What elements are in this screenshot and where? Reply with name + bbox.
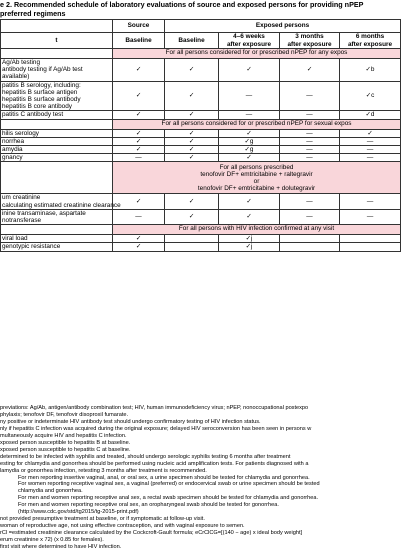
title-line-2: preferred regimens — [0, 8, 66, 18]
check-cell: — — [219, 81, 280, 111]
check-cell: ✓ — [113, 235, 165, 243]
check-cell — [165, 243, 219, 251]
row-label — [1, 209, 113, 224]
row-label-line: hepatitis B core antibody — [2, 103, 72, 111]
section-band-label: For all persons with HIV infection confirmed at any visit — [113, 225, 401, 235]
footnote-line: not provided presumptive treatment at baseline, or if symptomatic at follow-up visit. — [0, 516, 205, 523]
regimen-line: tenofovir DF+ emtricitabine + dolutegravir — [197, 185, 316, 193]
check-cell: — — [280, 129, 340, 137]
check-cell: ✓ — [113, 81, 165, 111]
row-label-line: calculating estimated creatinine clearance — [2, 201, 121, 209]
check-cell: ✓ — [165, 81, 219, 111]
check-cell: — — [280, 146, 340, 154]
row-label-line: viral load — [2, 235, 28, 243]
source-header: Source — [113, 20, 165, 33]
row-label — [1, 154, 113, 162]
footnote-line: nly if hepatitis C infection was acquired during the original exposure; delayed HIV seroconversion has been seen in persons w — [0, 425, 312, 432]
corner-cell — [1, 20, 113, 33]
check-cell: — — [280, 81, 340, 111]
table-row — [1, 146, 401, 154]
footnote-line: first visit where determined to have HIV infection. — [0, 544, 122, 551]
row-label-line: patitis B serology, including: — [2, 81, 81, 89]
regimen-line: or — [253, 177, 260, 185]
footnote-line: (http://www.cdc.gov/std/tg2015/tg-2015-print.pdf) — [18, 509, 139, 516]
row-label — [1, 243, 113, 251]
table-row — [1, 129, 401, 137]
check-cell: — — [280, 209, 340, 224]
footnote-line: For women reporting receptive vaginal sex, a vaginal (preferred) or endocervical swab or urine specimen should be tested — [18, 481, 320, 488]
table-row — [1, 59, 401, 82]
regimen-line: For all persons prescribed — [219, 163, 294, 171]
footnote-line: chlamydia and gonorrhea. — [18, 488, 83, 495]
row-label-line: hepatitis B surface antibody — [2, 96, 81, 104]
check-cell: ✓ — [280, 59, 340, 82]
check-cell: ✓c — [340, 81, 401, 111]
row-label — [1, 111, 113, 119]
table-row — [1, 235, 401, 243]
check-cell: — — [340, 194, 401, 209]
footnote-line: previations: Ag/Ab, antigen/antibody combination test; HIV, human immunodeficiency virus; nPEP, nonoccupational postexpo — [0, 405, 309, 411]
row-label — [1, 146, 113, 154]
footnote-line: For men and women reporting receptive anal sex, a rectal swab specimen should be tested for chlamydia and gonorrhea. — [18, 495, 319, 502]
footnote-line: lamydia or gonorrhea infection, retesting 3 months after treatment is recommended. — [0, 467, 207, 474]
exposed-baseline-header: Baseline — [165, 33, 219, 49]
table-row — [1, 243, 401, 251]
row-label-line: gnancy — [2, 154, 23, 162]
table-row — [1, 194, 401, 209]
row-label — [1, 59, 113, 82]
check-cell: ✓ — [165, 146, 219, 154]
check-cell: ✓j — [219, 235, 280, 243]
section-band-row — [1, 162, 401, 194]
row-label — [1, 235, 113, 243]
months-6-header: 6 months after exposure — [340, 33, 401, 49]
check-cell: ✓ — [113, 111, 165, 119]
table-body — [1, 49, 401, 252]
check-cell: ✓ — [165, 137, 219, 145]
check-cell — [280, 243, 340, 251]
row-label-line: norrhea — [2, 137, 25, 145]
check-cell: ✓ — [165, 209, 219, 224]
footnote-line: For men and women reporting receptive oral sex, an oropharyngeal swab should be tested for gonorrhea. — [18, 502, 279, 509]
row-label-line: hilis serology — [2, 129, 39, 137]
check-cell: — — [113, 154, 165, 162]
check-cell: ✓g — [219, 137, 280, 145]
check-cell: ✓ — [165, 129, 219, 137]
check-cell: — — [280, 154, 340, 162]
section-band-row — [1, 225, 401, 235]
row-label-line: Ag/Ab testing — [2, 59, 41, 66]
check-cell: — — [280, 194, 340, 209]
table-row — [1, 154, 401, 162]
table-row — [1, 81, 401, 111]
footnote-line: xposed person susceptible to hepatitis B at baseline. — [0, 439, 131, 446]
table-row — [1, 137, 401, 145]
band-blank-cell — [1, 49, 113, 59]
band-blank-cell — [1, 162, 113, 194]
row-label — [1, 137, 113, 145]
check-cell: ✓ — [219, 129, 280, 137]
band-blank-cell — [1, 119, 113, 129]
footnote-line: rCl =estimated creatinine clearance calculated by the Cockcroft-Gault formula; eCrClCG=[(140 − age) x ideal body weight] — [0, 530, 303, 537]
check-cell: ✓ — [165, 111, 219, 119]
row-label-line: inine transaminase, aspartate — [2, 209, 86, 217]
check-cell: ✓ — [113, 194, 165, 209]
check-cell: ✓ — [219, 59, 280, 82]
check-cell: ✓ — [113, 129, 165, 137]
check-cell: ✓ — [165, 154, 219, 162]
check-cell: ✓ — [340, 129, 401, 137]
row-label-line: antibody testing if Ag/Ab test — [2, 66, 83, 74]
footnote-line: esting for chlamydia and gonorrhea should be performed using nucleic acid amplification tests. For patients diagnosed with a — [0, 460, 309, 467]
source-baseline-header: Baseline — [113, 33, 165, 49]
row-label — [1, 129, 113, 137]
table-row — [1, 209, 401, 224]
check-cell — [280, 235, 340, 243]
row-label-line: hepatitis B surface antigen — [2, 88, 78, 96]
footnote-line: For men reporting insertive vaginal, anal, or oral sex, a urine specimen should be tested for chlamydia and gonorrhea. — [18, 474, 310, 481]
check-cell: — — [340, 209, 401, 224]
check-cell: ✓d — [340, 111, 401, 119]
exposed-persons-header: Exposed persons — [165, 20, 401, 33]
row-label-line: notransferase — [2, 217, 42, 225]
check-cell: ✓ — [113, 146, 165, 154]
check-cell: — — [219, 111, 280, 119]
table-title — [0, 1, 400, 18]
check-cell: — — [280, 137, 340, 145]
check-cell: ✓ — [165, 59, 219, 82]
months-3-header: 3 months after exposure — [280, 33, 340, 49]
section-band-row — [1, 119, 401, 129]
row-label-line: patitis C antibody test — [2, 111, 64, 119]
footnote-line: ny positive or indeterminate HIV antibody test should undergo confirmatory testing of HIV infection status. — [0, 418, 261, 425]
row-label-line: available) — [2, 73, 30, 81]
footnote-line: xposed person susceptible to hepatitis C at baseline. — [0, 446, 131, 453]
section-band-row — [1, 49, 401, 59]
check-cell: — — [340, 137, 401, 145]
check-cell — [165, 235, 219, 243]
check-cell: ✓ — [113, 137, 165, 145]
table-row — [1, 111, 401, 119]
check-cell: — — [340, 146, 401, 154]
row-label-line: amydia — [2, 146, 23, 154]
check-cell: — — [340, 154, 401, 162]
table-footnotes — [0, 405, 400, 551]
section-band-label: For all persons considered for or prescribed nPEP for any expos — [113, 49, 401, 59]
check-cell: ✓ — [113, 59, 165, 82]
footnote-line: multaneously acquire HIV and hepatitis C infection. — [0, 432, 127, 439]
check-cell: ✓ — [219, 194, 280, 209]
regimen-line: tenofovir DF+ emtricitabine + raltegravir — [200, 170, 313, 178]
check-cell: — — [113, 209, 165, 224]
check-cell: ✓j — [219, 243, 280, 251]
row-label-line: genotypic resistance — [2, 243, 61, 251]
regimen-band-label — [113, 162, 401, 194]
check-cell: ✓ — [113, 243, 165, 251]
footnote-line: erum creatinine x 72) (x 0.85 for females). — [0, 537, 104, 544]
check-cell — [340, 235, 401, 243]
weeks-4-6-header: 4–6 weeks after exposure — [219, 33, 280, 49]
band-blank-cell — [1, 225, 113, 235]
footnote-line: woman of reproductive age, not using effective contraception, and with vaginal exposure to semen. — [0, 523, 245, 530]
row-label-header: t — [1, 33, 113, 49]
row-label — [1, 194, 121, 209]
title-line-1: e 2. Recommended schedule of laboratory evaluations of source and exposed persons for providing nPEP — [0, 0, 364, 9]
lab-schedule-table — [0, 19, 401, 252]
check-cell: ✓ — [165, 194, 219, 209]
row-label — [1, 81, 113, 111]
section-band-label: For all persons considered for or prescribed nPEP for sexual expos — [113, 119, 401, 129]
footnote-line: determined to be infected with syphilis and treated, should undergo serologic syphilis testing 6 months after treatment — [0, 453, 291, 460]
footnote-line: phylaxis; tenofovir DF, tenofovir disoproxil fumarate. — [0, 411, 129, 418]
check-cell: ✓b — [340, 59, 401, 82]
check-cell: ✓ — [219, 154, 280, 162]
check-cell: ✓g — [219, 146, 280, 154]
check-cell: ✓ — [219, 209, 280, 224]
check-cell: — — [280, 111, 340, 119]
row-label-line: um creatinine — [2, 194, 41, 202]
check-cell — [340, 243, 401, 251]
